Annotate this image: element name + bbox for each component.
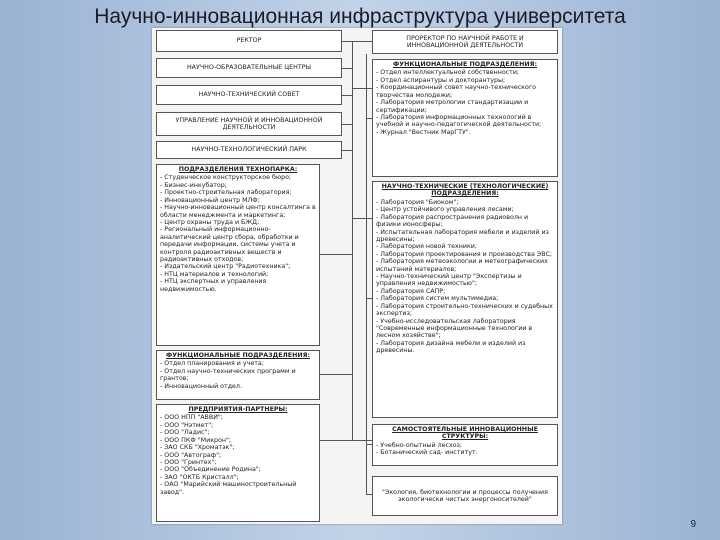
- list-item: - Бизнес-инкубатор;: [160, 181, 227, 189]
- list-item: - Научно-инновационный центр консалтинга в области менеджмента и маркетинга;: [160, 204, 316, 219]
- connector-line: [352, 41, 353, 441]
- connector-line: [352, 218, 372, 219]
- independent-structures-box: [372, 424, 558, 466]
- list-item: - Ботанический сад- институт.: [376, 449, 478, 457]
- list-item: - ООО НПП "АВВИ";: [160, 414, 223, 422]
- connector-line: [352, 88, 372, 89]
- list-item: - Лаборатория систем мультимедиа;: [376, 295, 499, 303]
- list-item: - ООО "Автограф";: [160, 451, 222, 459]
- connector-line: [320, 374, 352, 375]
- list-item: - Лаборатория распространения радиоволн и физики ионосферы;: [376, 213, 529, 229]
- techpark-box: [156, 141, 342, 159]
- list-item: - ЗАО СКБ "Хроматэк";: [160, 444, 235, 452]
- page-number: 9: [690, 519, 696, 530]
- list-item: - ООО "Ладис";: [160, 429, 210, 437]
- independent-structures-header: САМОСТОЯТЕЛЬНЫЕ ИННОВАЦИОННЫЕ СТРУКТУРЫ:: [392, 426, 538, 441]
- list-item: - Учебно-исследовательская лаборатория "Современные информационные технологии в лесном хозяйстве";: [376, 317, 533, 340]
- list-item: - Координационный совет научно-технического творчества молодежи;: [376, 84, 536, 99]
- right-functional-units-list: [376, 69, 554, 136]
- list-item: - Лаборатория дизайна мебели и изделий из древесины.: [376, 339, 526, 355]
- nou-centers-label: НАУЧНО-ОБРАЗОВАТЕЛЬНЫЕ ЦЕНТРЫ: [186, 64, 312, 72]
- list-item: - Лаборатория новой техники;: [376, 243, 477, 251]
- list-item: - Издательский центр "Радиотехника";: [160, 263, 291, 271]
- list-item: - Региональный информационно-аналитический центр сбора, обработки и передачи информации, системы учета и контроля радиоактивных веществ и радиоактивных отходов;: [160, 226, 299, 264]
- list-item: - Лаборатория проектирования и производства ЭВС;: [376, 250, 553, 258]
- left-functional-units-list: [160, 360, 316, 390]
- list-item: - НТЦ материалов и технологий;: [160, 270, 269, 278]
- list-item: - Лаборатория САПР;: [376, 287, 446, 295]
- nt-council-label: НАУЧНО-ТЕХНИЧЕСКИЙ СОВЕТ: [198, 91, 300, 99]
- nt-council-box: [156, 85, 342, 105]
- partners-list: [160, 414, 316, 496]
- list-item: - ООО "Нэтмет";: [160, 421, 214, 429]
- list-item: - Лаборатория метеоэкологии и метеографических испытаний материалов;: [376, 258, 548, 273]
- right-functional-units-header: ФУНКЦИОНАЛЬНЫЕ ПОДРАЗДЕЛЕНИЯ:: [393, 61, 537, 68]
- list-item: - ООО "Гринтех";: [160, 458, 217, 466]
- prorector-label: ПРОРЕКТОР ПО НАУЧНОЙ РАБОТЕ И ИННОВАЦИОННОЙ ДЕЯТЕЛЬНОСТИ: [406, 34, 524, 49]
- partners-header: ПРЕДПРИЯТИЯ-ПАРТНЕРЫ:: [188, 406, 288, 413]
- connector-line: [342, 41, 372, 42]
- rector-label: РЕКТОР: [236, 37, 262, 45]
- list-item: - Центр устойчивого управления лесами;: [376, 206, 514, 214]
- left-functional-units-header: ФУНКЦИОНАЛЬНЫЕ ПОДРАЗДЕЛЕНИЯ:: [166, 352, 310, 359]
- list-item: - Центр охраны труда и БЖД;: [160, 218, 260, 226]
- list-item: - Лаборатория строительно-технических и судебных экспертиз;: [376, 302, 553, 318]
- connector-line: [352, 440, 372, 441]
- list-item: - Отдел интеллектуальной собственности;: [376, 69, 520, 77]
- sci-tech-units-box: [372, 181, 558, 418]
- org-chart: [152, 28, 562, 524]
- independent-structures-list: [376, 442, 554, 457]
- list-item: - Отдел аспирантуры и докторантуры;: [376, 76, 506, 84]
- list-item: - ООО "Объединение Родина";: [160, 466, 261, 474]
- list-item: - Отдел научно-технических программ и грантов;: [160, 367, 296, 383]
- techpark-units-list: [160, 174, 316, 293]
- list-item: - Лаборатория метрологии стандартизации и сертификации;: [376, 99, 529, 114]
- slide-title: Научно-инновационная инфраструктура университета: [94, 5, 626, 28]
- list-item: - ЗАО "ОКТБ Кристалл";: [160, 473, 239, 481]
- list-item: - Учебно-опытный лесхоз;: [376, 441, 463, 449]
- nou-centers-box: [156, 58, 342, 78]
- list-item: - ОАО "Марийский машиностроительный завод".: [160, 481, 297, 496]
- connector-line: [342, 124, 352, 125]
- connector-line: [366, 54, 367, 495]
- management-box: [156, 112, 342, 136]
- connector-line: [342, 95, 352, 96]
- partners-box: [156, 404, 320, 522]
- rector-box: [156, 30, 342, 52]
- techpark-label: НАУЧНО-ТЕХНОЛОГИЧЕСКИЙ ПАРК: [191, 146, 307, 154]
- techpark-units-box: [156, 164, 320, 346]
- list-item: - Испытательная лаборатория мебели и изделий из древесины;: [376, 228, 549, 243]
- list-item: - Инновационный отдел.: [160, 382, 242, 390]
- list-item: - Проектно-строительная лаборатория;: [160, 189, 292, 197]
- prorector-box: [372, 30, 558, 54]
- sci-tech-units-header: НАУЧНО-ТЕХНИЧЕСКИЕ (ТЕХНОЛОГИЧЕСКИЕ) ПОДРАЗДЕЛЕНИЯ:: [381, 183, 549, 198]
- list-item: - Студенческое конструкторское бюро;: [160, 174, 292, 182]
- connector-line: [320, 254, 352, 255]
- list-item: - Научно-технический центр "Экспертизы и управления недвижимостью";: [376, 273, 522, 288]
- list-item: - ООО ПКФ "Микрон";: [160, 436, 231, 444]
- ecology-note-box: [372, 476, 558, 516]
- right-functional-units-box: [372, 59, 558, 177]
- connector-line: [320, 440, 352, 441]
- list-item: - Журнал "Вестник МарГТУ".: [376, 128, 471, 136]
- list-item: - Лаборатория информационных технологий в учебной и научно-педагогической деятельности;: [376, 113, 542, 129]
- list-item: - НТЦ экспертных и управления недвижимостью.: [160, 278, 267, 293]
- list-item: - Лаборатория "Биоком";: [376, 198, 459, 206]
- left-functional-units-box: [156, 350, 320, 400]
- list-item: - Инновационный центр МЛФ;: [160, 196, 260, 204]
- techpark-units-header: ПОДРАЗДЕЛЕНИЯ ТЕХНОПАРКА:: [178, 166, 298, 173]
- list-item: - Отдел планирования и учета;: [160, 360, 264, 368]
- ecology-note-text: "Экология, биотехнологии и процессы получения экологически чистых энергоносителей": [382, 488, 548, 503]
- connector-line: [342, 68, 352, 69]
- connector-line: [342, 150, 352, 151]
- sci-tech-units-list: [376, 199, 554, 355]
- management-label: УПРАВЛЕНИЕ НАУЧНОЙ И ИННОВАЦИОННОЙ ДЕЯТЕЛЬНОСТИ: [175, 116, 323, 131]
